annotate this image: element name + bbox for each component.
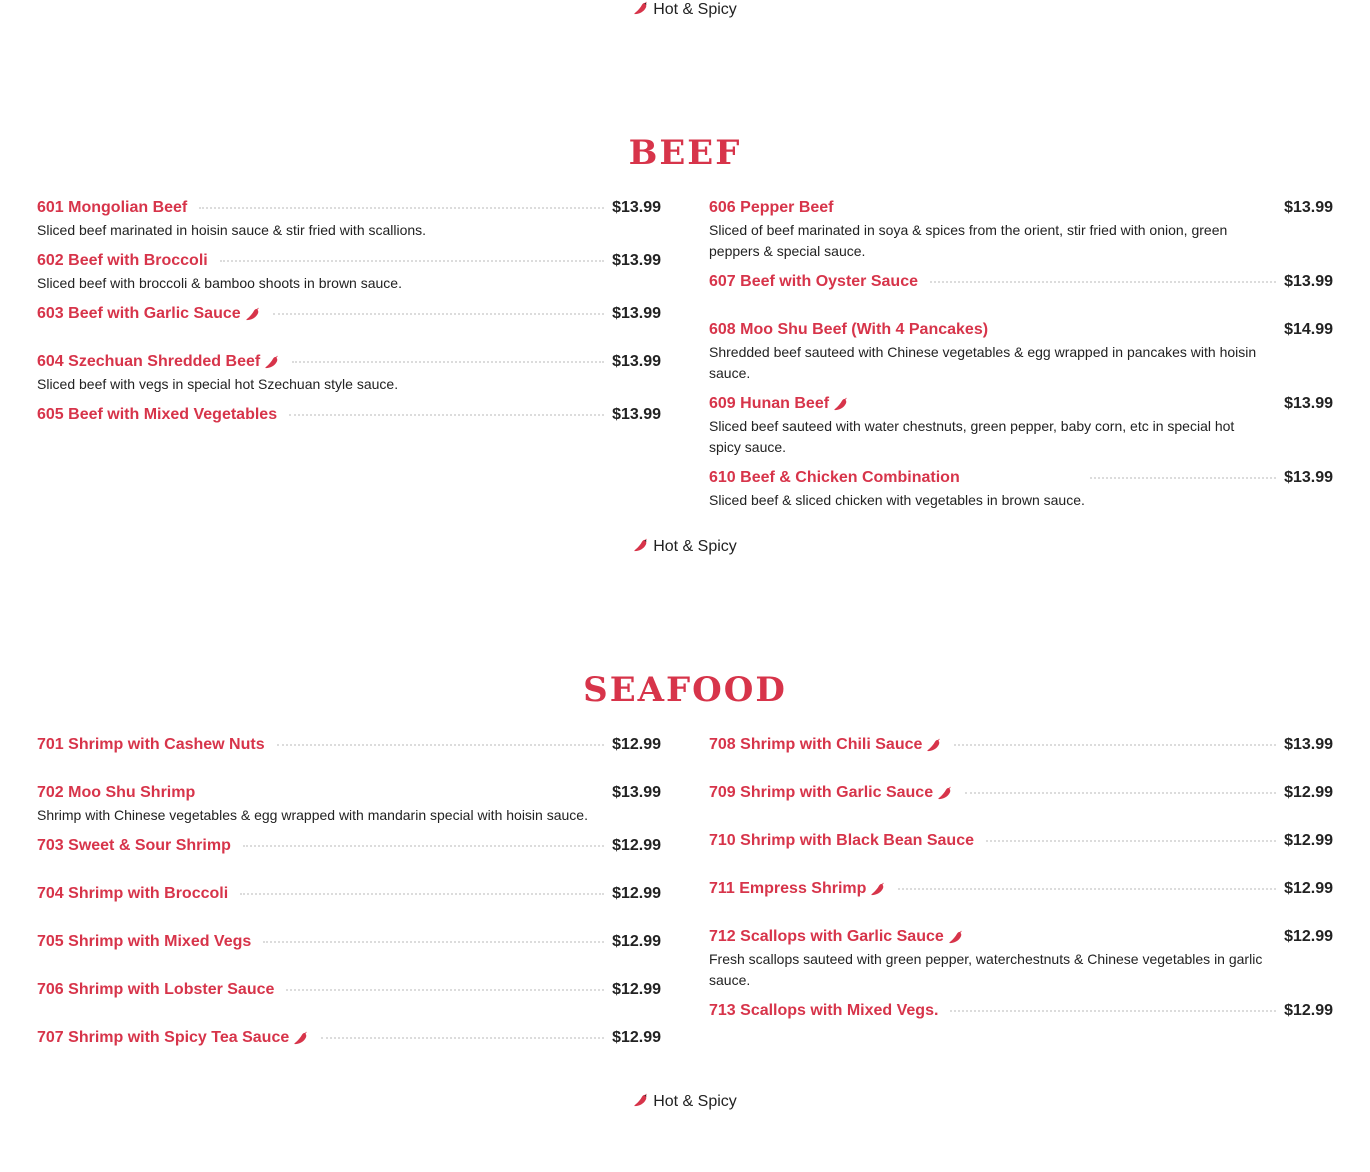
menu-item[interactable] xyxy=(37,884,661,904)
item-price: $13.99 xyxy=(1284,736,1333,753)
item-price: $13.99 xyxy=(1284,395,1333,412)
chili-pepper-icon xyxy=(926,737,942,753)
item-name: 601 Mongolian Beef xyxy=(37,199,188,216)
chili-pepper-icon xyxy=(633,1092,649,1108)
dot-leader xyxy=(240,893,604,895)
chili-pepper-icon xyxy=(833,396,849,412)
item-name: 707 Shrimp with Spicy Tea Sauce xyxy=(37,1029,290,1046)
menu-item[interactable] xyxy=(37,198,661,241)
dot-leader xyxy=(286,989,604,991)
item-price: $12.99 xyxy=(1284,1002,1333,1019)
dot-leader xyxy=(930,281,1276,283)
chili-pepper-icon xyxy=(245,306,261,322)
item-name: 701 Shrimp with Cashew Nuts xyxy=(37,736,265,753)
dot-leader xyxy=(289,414,604,416)
chili-pepper-icon xyxy=(633,0,649,16)
chili-pepper-icon xyxy=(293,1030,309,1046)
dot-leader xyxy=(273,313,604,315)
chili-pepper-icon xyxy=(633,537,649,553)
menu-item[interactable] xyxy=(709,468,1333,511)
dot-leader xyxy=(263,941,604,943)
item-name: 706 Shrimp with Lobster Sauce xyxy=(37,981,275,998)
menu-item[interactable] xyxy=(709,783,1333,803)
chili-pepper-icon xyxy=(870,881,886,897)
legend-label: Hot & Spicy xyxy=(653,538,737,555)
menu-item[interactable] xyxy=(37,251,661,294)
item-name: 703 Sweet & Sour Shrimp xyxy=(37,837,231,854)
dot-leader xyxy=(986,840,1276,842)
dot-leader xyxy=(1090,477,1276,479)
item-name: 713 Scallops with Mixed Vegs. xyxy=(709,1002,939,1019)
item-price: $12.99 xyxy=(1284,928,1333,945)
menu-item[interactable] xyxy=(709,198,1333,262)
menu-item[interactable] xyxy=(37,735,661,755)
item-description: Sliced beef & sliced chicken with vegetables in brown sauce. xyxy=(709,492,1085,508)
hot-spicy-legend xyxy=(0,1092,1370,1112)
item-price: $12.99 xyxy=(1284,880,1333,897)
item-name: 603 Beef with Garlic Sauce xyxy=(37,305,241,322)
item-name: 605 Beef with Mixed Vegetables xyxy=(37,406,278,423)
item-price: $13.99 xyxy=(612,252,661,269)
menu-item[interactable] xyxy=(709,879,1333,899)
item-price: $12.99 xyxy=(1284,784,1333,801)
item-name: 609 Hunan Beef xyxy=(709,395,830,412)
menu-item[interactable] xyxy=(37,405,661,425)
dot-leader xyxy=(243,845,604,847)
menu-item[interactable] xyxy=(709,831,1333,851)
item-price: $12.99 xyxy=(612,933,661,950)
dot-leader xyxy=(965,792,1276,794)
item-price: $12.99 xyxy=(612,837,661,854)
dot-leader xyxy=(954,744,1276,746)
item-name: 608 Moo Shu Beef (With 4 Pancakes) xyxy=(709,321,989,338)
menu-item[interactable] xyxy=(37,304,661,324)
item-description: Sliced beef sauteed with water chestnuts, green pepper, baby corn, etc in special hot spicy sauce. xyxy=(709,418,1235,455)
item-price: $13.99 xyxy=(612,305,661,322)
item-description: Shrimp with Chinese vegetables & egg wrapped with mandarin special with hoisin sauce. xyxy=(37,807,588,823)
hot-spicy-legend xyxy=(0,537,1370,557)
legend-label: Hot & Spicy xyxy=(653,1093,737,1110)
item-name: 704 Shrimp with Broccoli xyxy=(37,885,229,902)
item-price: $13.99 xyxy=(1284,273,1333,290)
item-price: $12.99 xyxy=(612,981,661,998)
item-description: Sliced beef marinated in hoisin sauce & stir fried with scallions. xyxy=(37,222,427,238)
menu-item[interactable] xyxy=(709,735,1333,755)
section-title-beef: BEEF xyxy=(628,133,742,173)
item-price: $13.99 xyxy=(612,784,661,801)
menu-item[interactable] xyxy=(709,1001,1333,1021)
item-name: 710 Shrimp with Black Bean Sauce xyxy=(709,832,974,849)
item-price: $13.99 xyxy=(612,199,661,216)
dot-leader xyxy=(292,361,604,363)
menu-item[interactable] xyxy=(37,783,661,826)
item-description: Shredded beef sauteed with Chinese vegetables & egg wrapped in pancakes with hoisin sauce. xyxy=(709,344,1257,381)
menu-item[interactable] xyxy=(709,272,1333,292)
item-price: $13.99 xyxy=(1284,199,1333,216)
item-description: Sliced of beef marinated in soya & spices from the orient, stir fried with onion, green peppers & special sauce. xyxy=(709,222,1228,259)
item-name: 705 Shrimp with Mixed Vegs xyxy=(37,933,252,950)
menu-item[interactable] xyxy=(709,394,1333,458)
item-name: 702 Moo Shu Shrimp xyxy=(37,784,196,801)
item-price: $12.99 xyxy=(612,1029,661,1046)
item-price: $12.99 xyxy=(612,736,661,753)
dot-leader xyxy=(898,888,1276,890)
item-price: $13.99 xyxy=(612,406,661,423)
item-name: 709 Shrimp with Garlic Sauce xyxy=(709,784,934,801)
item-description: Fresh scallops sauteed with green pepper, waterchestnuts & Chinese vegetables in garlic sauce. xyxy=(709,951,1263,988)
legend-label: Hot & Spicy xyxy=(653,1,737,18)
dot-leader xyxy=(220,260,604,262)
item-price: $14.99 xyxy=(1284,321,1333,338)
dot-leader xyxy=(199,207,604,209)
chili-pepper-icon xyxy=(264,354,280,370)
item-name: 602 Beef with Broccoli xyxy=(37,252,208,269)
item-name: 610 Beef & Chicken Combination xyxy=(709,469,960,486)
menu-item[interactable] xyxy=(37,836,661,856)
menu-item[interactable] xyxy=(37,980,661,1000)
item-name: 604 Szechuan Shredded Beef xyxy=(37,353,261,370)
item-price: $12.99 xyxy=(612,885,661,902)
menu-item[interactable] xyxy=(37,1028,661,1048)
menu-item[interactable] xyxy=(37,932,661,952)
menu-item[interactable] xyxy=(37,352,661,395)
item-price: $13.99 xyxy=(612,353,661,370)
dot-leader xyxy=(277,744,604,746)
item-price: $13.99 xyxy=(1284,469,1333,486)
item-description: Sliced beef with vegs in special hot Szechuan style sauce. xyxy=(37,376,399,392)
item-name: 711 Empress Shrimp xyxy=(709,880,867,897)
section-title-seafood: SEAFOOD xyxy=(583,670,787,710)
menu-item[interactable] xyxy=(709,927,1333,991)
menu-item[interactable] xyxy=(709,320,1333,384)
chili-pepper-icon xyxy=(948,929,964,945)
item-name: 712 Scallops with Garlic Sauce xyxy=(709,928,944,945)
hot-spicy-legend xyxy=(0,0,1370,20)
item-name: 606 Pepper Beef xyxy=(709,199,834,216)
dot-leader xyxy=(321,1037,604,1039)
chili-pepper-icon xyxy=(937,785,953,801)
dot-leader xyxy=(950,1010,1276,1012)
item-description: Sliced beef with broccoli & bamboo shoots in brown sauce. xyxy=(37,275,402,291)
item-name: 708 Shrimp with Chili Sauce xyxy=(709,736,923,753)
item-price: $12.99 xyxy=(1284,832,1333,849)
item-name: 607 Beef with Oyster Sauce xyxy=(709,273,918,290)
